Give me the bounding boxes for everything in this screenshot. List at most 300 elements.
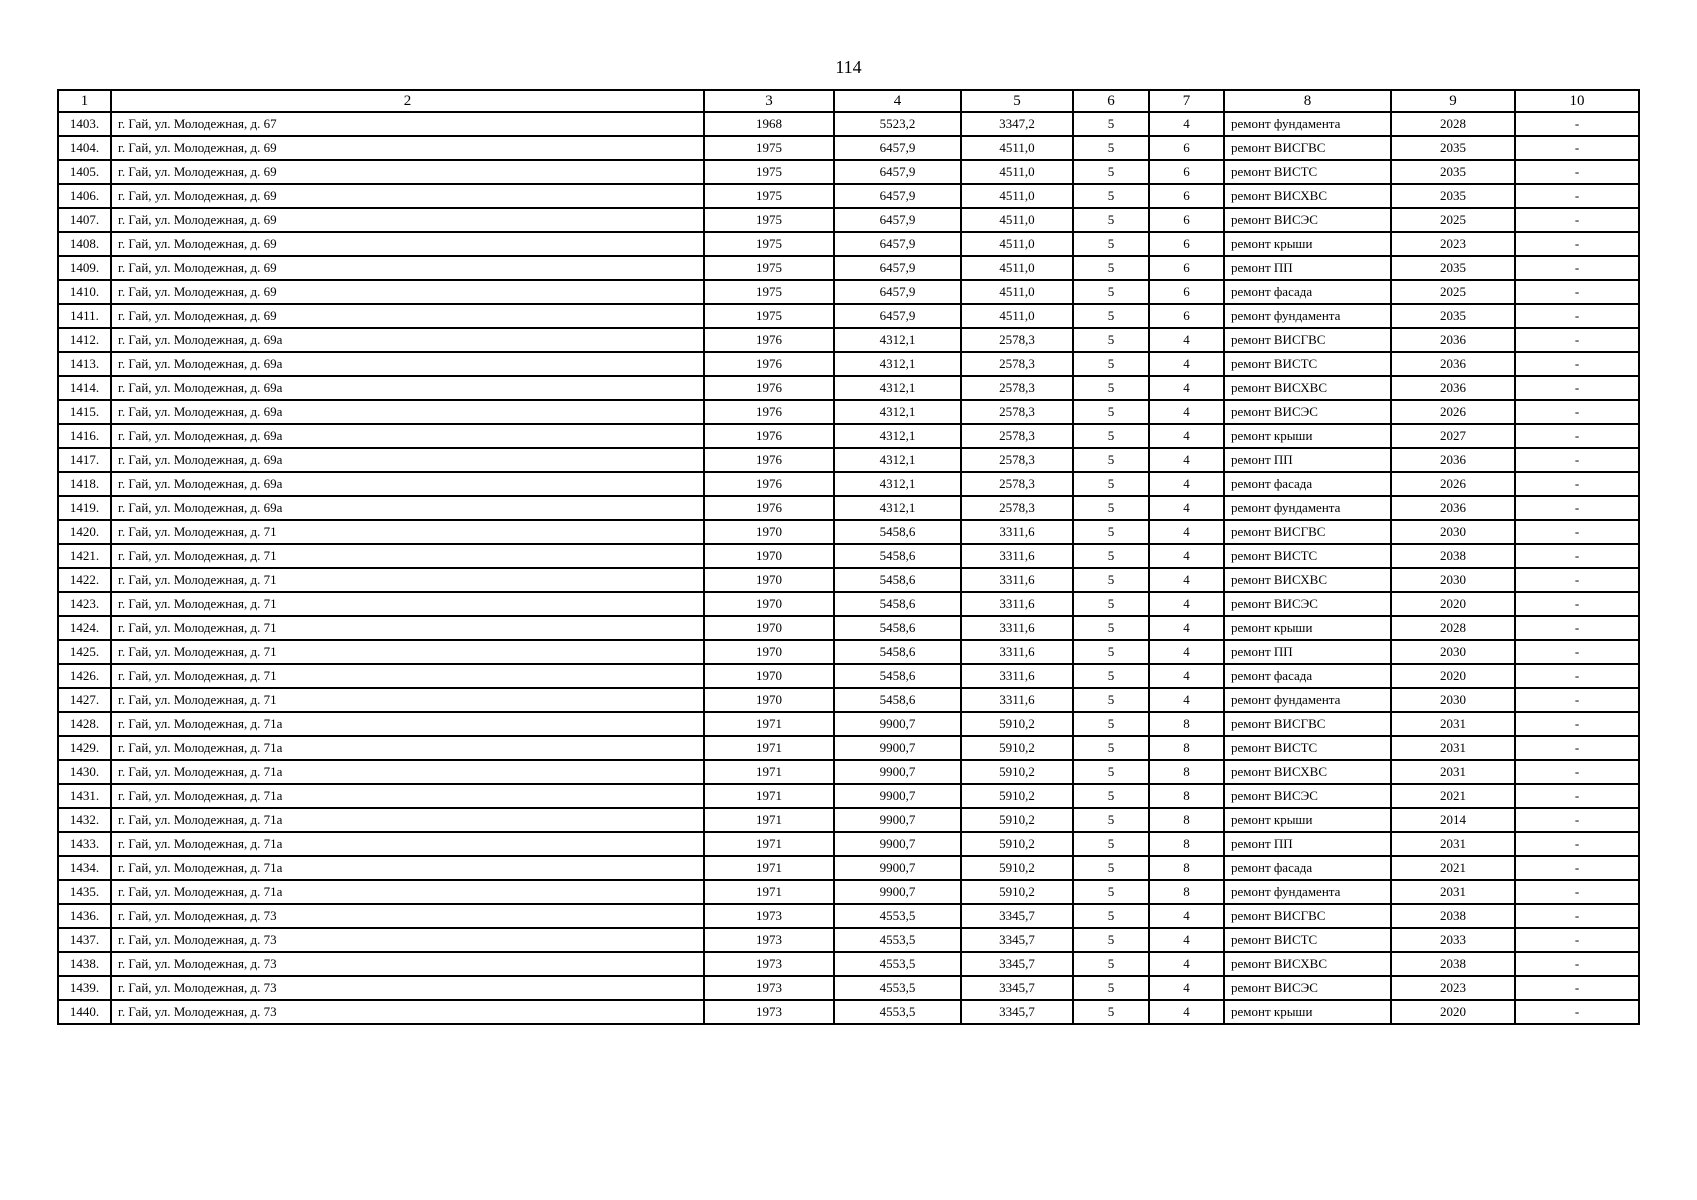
note-cell: - xyxy=(1515,112,1639,136)
planned-year-cell: 2035 xyxy=(1391,184,1515,208)
work-type-cell: ремонт ВИСГВС xyxy=(1224,904,1391,928)
living-area-cell: 3345,7 xyxy=(961,1000,1073,1024)
planned-year-cell: 2025 xyxy=(1391,280,1515,304)
build-year-cell: 1971 xyxy=(704,832,834,856)
total-area-cell: 5523,2 xyxy=(834,112,961,136)
note-cell: - xyxy=(1515,760,1639,784)
build-year-cell: 1975 xyxy=(704,304,834,328)
column-header: 8 xyxy=(1224,90,1391,112)
note-cell: - xyxy=(1515,424,1639,448)
row-number-cell: 1418. xyxy=(58,472,111,496)
work-type-cell: ремонт фасада xyxy=(1224,664,1391,688)
table-row xyxy=(58,184,1639,208)
address-cell: г. Гай, ул. Молодежная, д. 71а xyxy=(111,832,704,856)
planned-year-cell: 2030 xyxy=(1391,688,1515,712)
floors-cell: 5 xyxy=(1073,976,1149,1000)
work-type-cell: ремонт фундамента xyxy=(1224,304,1391,328)
note-cell: - xyxy=(1515,712,1639,736)
address-cell: г. Гай, ул. Молодежная, д. 73 xyxy=(111,952,704,976)
note-cell: - xyxy=(1515,736,1639,760)
table-row xyxy=(58,976,1639,1000)
table-row xyxy=(58,472,1639,496)
floors-cell: 5 xyxy=(1073,616,1149,640)
row-number-cell: 1436. xyxy=(58,904,111,928)
address-cell: г. Гай, ул. Молодежная, д. 71 xyxy=(111,592,704,616)
work-type-cell: ремонт ПП xyxy=(1224,640,1391,664)
row-number-cell: 1435. xyxy=(58,880,111,904)
table-row xyxy=(58,328,1639,352)
column-header: 6 xyxy=(1073,90,1149,112)
entrances-cell: 4 xyxy=(1149,1000,1224,1024)
address-cell: г. Гай, ул. Молодежная, д. 69 xyxy=(111,280,704,304)
build-year-cell: 1976 xyxy=(704,376,834,400)
table-body xyxy=(58,112,1639,1024)
build-year-cell: 1971 xyxy=(704,712,834,736)
address-cell: г. Гай, ул. Молодежная, д. 73 xyxy=(111,976,704,1000)
address-cell: г. Гай, ул. Молодежная, д. 71 xyxy=(111,640,704,664)
planned-year-cell: 2023 xyxy=(1391,232,1515,256)
build-year-cell: 1970 xyxy=(704,520,834,544)
total-area-cell: 9900,7 xyxy=(834,832,961,856)
table-row xyxy=(58,664,1639,688)
floors-cell: 5 xyxy=(1073,472,1149,496)
note-cell: - xyxy=(1515,784,1639,808)
floors-cell: 5 xyxy=(1073,568,1149,592)
total-area-cell: 9900,7 xyxy=(834,736,961,760)
work-type-cell: ремонт ВИСГВС xyxy=(1224,520,1391,544)
floors-cell: 5 xyxy=(1073,904,1149,928)
build-year-cell: 1971 xyxy=(704,736,834,760)
entrances-cell: 6 xyxy=(1149,232,1224,256)
build-year-cell: 1975 xyxy=(704,232,834,256)
living-area-cell: 3311,6 xyxy=(961,568,1073,592)
table-row xyxy=(58,256,1639,280)
planned-year-cell: 2014 xyxy=(1391,808,1515,832)
total-area-cell: 9900,7 xyxy=(834,856,961,880)
row-number-cell: 1420. xyxy=(58,520,111,544)
note-cell: - xyxy=(1515,496,1639,520)
work-type-cell: ремонт крыши xyxy=(1224,616,1391,640)
floors-cell: 5 xyxy=(1073,592,1149,616)
address-cell: г. Гай, ул. Молодежная, д. 69а xyxy=(111,472,704,496)
planned-year-cell: 2027 xyxy=(1391,424,1515,448)
build-year-cell: 1976 xyxy=(704,472,834,496)
note-cell: - xyxy=(1515,640,1639,664)
address-cell: г. Гай, ул. Молодежная, д. 71 xyxy=(111,544,704,568)
table-row xyxy=(58,856,1639,880)
note-cell: - xyxy=(1515,688,1639,712)
build-year-cell: 1970 xyxy=(704,616,834,640)
living-area-cell: 3311,6 xyxy=(961,664,1073,688)
floors-cell: 5 xyxy=(1073,544,1149,568)
total-area-cell: 6457,9 xyxy=(834,256,961,280)
row-number-cell: 1428. xyxy=(58,712,111,736)
total-area-cell: 5458,6 xyxy=(834,640,961,664)
living-area-cell: 3345,7 xyxy=(961,928,1073,952)
planned-year-cell: 2033 xyxy=(1391,928,1515,952)
row-number-cell: 1432. xyxy=(58,808,111,832)
work-type-cell: ремонт ВИСЭС xyxy=(1224,976,1391,1000)
table-row xyxy=(58,616,1639,640)
floors-cell: 5 xyxy=(1073,424,1149,448)
column-header: 3 xyxy=(704,90,834,112)
row-number-cell: 1416. xyxy=(58,424,111,448)
row-number-cell: 1433. xyxy=(58,832,111,856)
note-cell: - xyxy=(1515,448,1639,472)
address-cell: г. Гай, ул. Молодежная, д. 73 xyxy=(111,1000,704,1024)
living-area-cell: 2578,3 xyxy=(961,352,1073,376)
address-cell: г. Гай, ул. Молодежная, д. 71 xyxy=(111,688,704,712)
entrances-cell: 6 xyxy=(1149,256,1224,280)
living-area-cell: 3345,7 xyxy=(961,904,1073,928)
floors-cell: 5 xyxy=(1073,112,1149,136)
living-area-cell: 5910,2 xyxy=(961,880,1073,904)
work-type-cell: ремонт крыши xyxy=(1224,424,1391,448)
entrances-cell: 4 xyxy=(1149,520,1224,544)
entrances-cell: 4 xyxy=(1149,616,1224,640)
note-cell: - xyxy=(1515,592,1639,616)
entrances-cell: 4 xyxy=(1149,928,1224,952)
planned-year-cell: 2038 xyxy=(1391,952,1515,976)
address-cell: г. Гай, ул. Молодежная, д. 73 xyxy=(111,928,704,952)
entrances-cell: 6 xyxy=(1149,280,1224,304)
row-number-cell: 1437. xyxy=(58,928,111,952)
planned-year-cell: 2026 xyxy=(1391,472,1515,496)
entrances-cell: 8 xyxy=(1149,784,1224,808)
floors-cell: 5 xyxy=(1073,664,1149,688)
total-area-cell: 6457,9 xyxy=(834,184,961,208)
planned-year-cell: 2030 xyxy=(1391,640,1515,664)
floors-cell: 5 xyxy=(1073,784,1149,808)
planned-year-cell: 2028 xyxy=(1391,112,1515,136)
total-area-cell: 9900,7 xyxy=(834,712,961,736)
row-number-cell: 1409. xyxy=(58,256,111,280)
table-row xyxy=(58,112,1639,136)
build-year-cell: 1975 xyxy=(704,160,834,184)
work-type-cell: ремонт ВИСХВС xyxy=(1224,760,1391,784)
build-year-cell: 1971 xyxy=(704,784,834,808)
address-cell: г. Гай, ул. Молодежная, д. 69а xyxy=(111,424,704,448)
living-area-cell: 4511,0 xyxy=(961,160,1073,184)
living-area-cell: 5910,2 xyxy=(961,808,1073,832)
row-number-cell: 1404. xyxy=(58,136,111,160)
row-number-cell: 1410. xyxy=(58,280,111,304)
note-cell: - xyxy=(1515,328,1639,352)
entrances-cell: 8 xyxy=(1149,808,1224,832)
total-area-cell: 5458,6 xyxy=(834,688,961,712)
work-type-cell: ремонт крыши xyxy=(1224,1000,1391,1024)
table-row xyxy=(58,400,1639,424)
note-cell: - xyxy=(1515,472,1639,496)
table-row xyxy=(58,544,1639,568)
build-year-cell: 1970 xyxy=(704,568,834,592)
planned-year-cell: 2020 xyxy=(1391,1000,1515,1024)
note-cell: - xyxy=(1515,1000,1639,1024)
planned-year-cell: 2020 xyxy=(1391,664,1515,688)
build-year-cell: 1975 xyxy=(704,256,834,280)
living-area-cell: 3311,6 xyxy=(961,640,1073,664)
note-cell: - xyxy=(1515,928,1639,952)
planned-year-cell: 2031 xyxy=(1391,832,1515,856)
total-area-cell: 9900,7 xyxy=(834,760,961,784)
note-cell: - xyxy=(1515,280,1639,304)
work-type-cell: ремонт ПП xyxy=(1224,256,1391,280)
living-area-cell: 5910,2 xyxy=(961,784,1073,808)
total-area-cell: 4312,1 xyxy=(834,448,961,472)
work-type-cell: ремонт ВИСХВС xyxy=(1224,568,1391,592)
address-cell: г. Гай, ул. Молодежная, д. 71а xyxy=(111,808,704,832)
floors-cell: 5 xyxy=(1073,736,1149,760)
living-area-cell: 3311,6 xyxy=(961,544,1073,568)
planned-year-cell: 2035 xyxy=(1391,160,1515,184)
note-cell: - xyxy=(1515,304,1639,328)
living-area-cell: 2578,3 xyxy=(961,496,1073,520)
row-number-cell: 1408. xyxy=(58,232,111,256)
total-area-cell: 4553,5 xyxy=(834,1000,961,1024)
address-cell: г. Гай, ул. Молодежная, д. 69а xyxy=(111,352,704,376)
floors-cell: 5 xyxy=(1073,808,1149,832)
living-area-cell: 3347,2 xyxy=(961,112,1073,136)
floors-cell: 5 xyxy=(1073,208,1149,232)
row-number-cell: 1411. xyxy=(58,304,111,328)
entrances-cell: 4 xyxy=(1149,976,1224,1000)
build-year-cell: 1973 xyxy=(704,904,834,928)
floors-cell: 5 xyxy=(1073,928,1149,952)
living-area-cell: 5910,2 xyxy=(961,760,1073,784)
work-type-cell: ремонт фасада xyxy=(1224,472,1391,496)
entrances-cell: 4 xyxy=(1149,400,1224,424)
floors-cell: 5 xyxy=(1073,496,1149,520)
entrances-cell: 4 xyxy=(1149,496,1224,520)
total-area-cell: 4312,1 xyxy=(834,472,961,496)
work-type-cell: ремонт фасада xyxy=(1224,856,1391,880)
total-area-cell: 4312,1 xyxy=(834,400,961,424)
work-type-cell: ремонт фундамента xyxy=(1224,880,1391,904)
note-cell: - xyxy=(1515,520,1639,544)
living-area-cell: 2578,3 xyxy=(961,376,1073,400)
row-number-cell: 1414. xyxy=(58,376,111,400)
entrances-cell: 8 xyxy=(1149,832,1224,856)
build-year-cell: 1971 xyxy=(704,880,834,904)
table-row xyxy=(58,280,1639,304)
row-number-cell: 1430. xyxy=(58,760,111,784)
living-area-cell: 5910,2 xyxy=(961,736,1073,760)
work-type-cell: ремонт ВИСТС xyxy=(1224,544,1391,568)
table-row xyxy=(58,520,1639,544)
living-area-cell: 4511,0 xyxy=(961,232,1073,256)
table-row xyxy=(58,592,1639,616)
work-type-cell: ремонт крыши xyxy=(1224,232,1391,256)
table-row xyxy=(58,424,1639,448)
table-row xyxy=(58,688,1639,712)
living-area-cell: 5910,2 xyxy=(961,712,1073,736)
work-type-cell: ремонт ВИСТС xyxy=(1224,928,1391,952)
total-area-cell: 9900,7 xyxy=(834,880,961,904)
entrances-cell: 6 xyxy=(1149,160,1224,184)
row-number-cell: 1440. xyxy=(58,1000,111,1024)
floors-cell: 5 xyxy=(1073,136,1149,160)
row-number-cell: 1419. xyxy=(58,496,111,520)
planned-year-cell: 2021 xyxy=(1391,856,1515,880)
row-number-cell: 1415. xyxy=(58,400,111,424)
living-area-cell: 4511,0 xyxy=(961,136,1073,160)
total-area-cell: 4553,5 xyxy=(834,928,961,952)
address-cell: г. Гай, ул. Молодежная, д. 69 xyxy=(111,256,704,280)
note-cell: - xyxy=(1515,856,1639,880)
entrances-cell: 6 xyxy=(1149,304,1224,328)
planned-year-cell: 2036 xyxy=(1391,352,1515,376)
address-cell: г. Гай, ул. Молодежная, д. 69 xyxy=(111,208,704,232)
build-year-cell: 1970 xyxy=(704,544,834,568)
floors-cell: 5 xyxy=(1073,184,1149,208)
entrances-cell: 4 xyxy=(1149,592,1224,616)
table-row xyxy=(58,208,1639,232)
table-row xyxy=(58,232,1639,256)
floors-cell: 5 xyxy=(1073,400,1149,424)
living-area-cell: 3345,7 xyxy=(961,976,1073,1000)
work-type-cell: ремонт ВИСЭС xyxy=(1224,592,1391,616)
planned-year-cell: 2036 xyxy=(1391,496,1515,520)
table-row xyxy=(58,952,1639,976)
living-area-cell: 2578,3 xyxy=(961,472,1073,496)
build-year-cell: 1976 xyxy=(704,400,834,424)
work-type-cell: ремонт ВИСЭС xyxy=(1224,400,1391,424)
living-area-cell: 3345,7 xyxy=(961,952,1073,976)
column-header: 1 xyxy=(58,90,111,112)
planned-year-cell: 2028 xyxy=(1391,616,1515,640)
entrances-cell: 4 xyxy=(1149,472,1224,496)
table-row xyxy=(58,736,1639,760)
total-area-cell: 4312,1 xyxy=(834,376,961,400)
table-row xyxy=(58,712,1639,736)
work-type-cell: ремонт ВИСГВС xyxy=(1224,136,1391,160)
note-cell: - xyxy=(1515,352,1639,376)
table-row xyxy=(58,448,1639,472)
table-row xyxy=(58,1000,1639,1024)
row-number-cell: 1434. xyxy=(58,856,111,880)
build-year-cell: 1976 xyxy=(704,424,834,448)
row-number-cell: 1406. xyxy=(58,184,111,208)
total-area-cell: 4312,1 xyxy=(834,496,961,520)
note-cell: - xyxy=(1515,832,1639,856)
planned-year-cell: 2038 xyxy=(1391,544,1515,568)
floors-cell: 5 xyxy=(1073,640,1149,664)
entrances-cell: 8 xyxy=(1149,856,1224,880)
row-number-cell: 1421. xyxy=(58,544,111,568)
planned-year-cell: 2036 xyxy=(1391,328,1515,352)
build-year-cell: 1971 xyxy=(704,856,834,880)
address-cell: г. Гай, ул. Молодежная, д. 71 xyxy=(111,664,704,688)
planned-year-cell: 2031 xyxy=(1391,712,1515,736)
entrances-cell: 4 xyxy=(1149,376,1224,400)
entrances-cell: 8 xyxy=(1149,760,1224,784)
table-row xyxy=(58,832,1639,856)
note-cell: - xyxy=(1515,400,1639,424)
build-year-cell: 1970 xyxy=(704,640,834,664)
floors-cell: 5 xyxy=(1073,352,1149,376)
entrances-cell: 4 xyxy=(1149,328,1224,352)
note-cell: - xyxy=(1515,544,1639,568)
note-cell: - xyxy=(1515,880,1639,904)
floors-cell: 5 xyxy=(1073,520,1149,544)
note-cell: - xyxy=(1515,136,1639,160)
table-row xyxy=(58,352,1639,376)
entrances-cell: 4 xyxy=(1149,112,1224,136)
work-type-cell: ремонт ВИСТС xyxy=(1224,160,1391,184)
table-row xyxy=(58,496,1639,520)
address-cell: г. Гай, ул. Молодежная, д. 71а xyxy=(111,856,704,880)
note-cell: - xyxy=(1515,232,1639,256)
work-type-cell: ремонт ПП xyxy=(1224,832,1391,856)
row-number-cell: 1425. xyxy=(58,640,111,664)
floors-cell: 5 xyxy=(1073,952,1149,976)
planned-year-cell: 2031 xyxy=(1391,736,1515,760)
table-row xyxy=(58,304,1639,328)
total-area-cell: 5458,6 xyxy=(834,616,961,640)
address-cell: г. Гай, ул. Молодежная, д. 69 xyxy=(111,160,704,184)
total-area-cell: 6457,9 xyxy=(834,304,961,328)
address-cell: г. Гай, ул. Молодежная, д. 71а xyxy=(111,784,704,808)
living-area-cell: 3311,6 xyxy=(961,616,1073,640)
total-area-cell: 6457,9 xyxy=(834,136,961,160)
page-number: 114 xyxy=(835,57,862,77)
address-cell: г. Гай, ул. Молодежная, д. 69а xyxy=(111,328,704,352)
living-area-cell: 5910,2 xyxy=(961,832,1073,856)
floors-cell: 5 xyxy=(1073,328,1149,352)
column-header: 7 xyxy=(1149,90,1224,112)
planned-year-cell: 2031 xyxy=(1391,760,1515,784)
living-area-cell: 2578,3 xyxy=(961,400,1073,424)
column-header: 10 xyxy=(1515,90,1639,112)
note-cell: - xyxy=(1515,904,1639,928)
column-header: 5 xyxy=(961,90,1073,112)
floors-cell: 5 xyxy=(1073,856,1149,880)
build-year-cell: 1975 xyxy=(704,136,834,160)
entrances-cell: 8 xyxy=(1149,880,1224,904)
floors-cell: 5 xyxy=(1073,688,1149,712)
entrances-cell: 4 xyxy=(1149,664,1224,688)
repair-schedule-table xyxy=(57,89,1640,1025)
table-row xyxy=(58,904,1639,928)
address-cell: г. Гай, ул. Молодежная, д. 69а xyxy=(111,400,704,424)
living-area-cell: 3311,6 xyxy=(961,688,1073,712)
entrances-cell: 6 xyxy=(1149,208,1224,232)
total-area-cell: 9900,7 xyxy=(834,784,961,808)
entrances-cell: 4 xyxy=(1149,952,1224,976)
living-area-cell: 4511,0 xyxy=(961,208,1073,232)
table-row xyxy=(58,808,1639,832)
build-year-cell: 1970 xyxy=(704,688,834,712)
total-area-cell: 4553,5 xyxy=(834,952,961,976)
work-type-cell: ремонт фундамента xyxy=(1224,496,1391,520)
total-area-cell: 5458,6 xyxy=(834,664,961,688)
work-type-cell: ремонт ВИСГВС xyxy=(1224,328,1391,352)
table-row xyxy=(58,376,1639,400)
address-cell: г. Гай, ул. Молодежная, д. 69а xyxy=(111,496,704,520)
table-row xyxy=(58,568,1639,592)
entrances-cell: 4 xyxy=(1149,424,1224,448)
build-year-cell: 1973 xyxy=(704,952,834,976)
total-area-cell: 4312,1 xyxy=(834,424,961,448)
address-cell: г. Гай, ул. Молодежная, д. 69 xyxy=(111,232,704,256)
row-number-cell: 1438. xyxy=(58,952,111,976)
address-cell: г. Гай, ул. Молодежная, д. 71а xyxy=(111,736,704,760)
column-header: 9 xyxy=(1391,90,1515,112)
living-area-cell: 4511,0 xyxy=(961,280,1073,304)
address-cell: г. Гай, ул. Молодежная, д. 71 xyxy=(111,520,704,544)
living-area-cell: 4511,0 xyxy=(961,304,1073,328)
total-area-cell: 4312,1 xyxy=(834,328,961,352)
